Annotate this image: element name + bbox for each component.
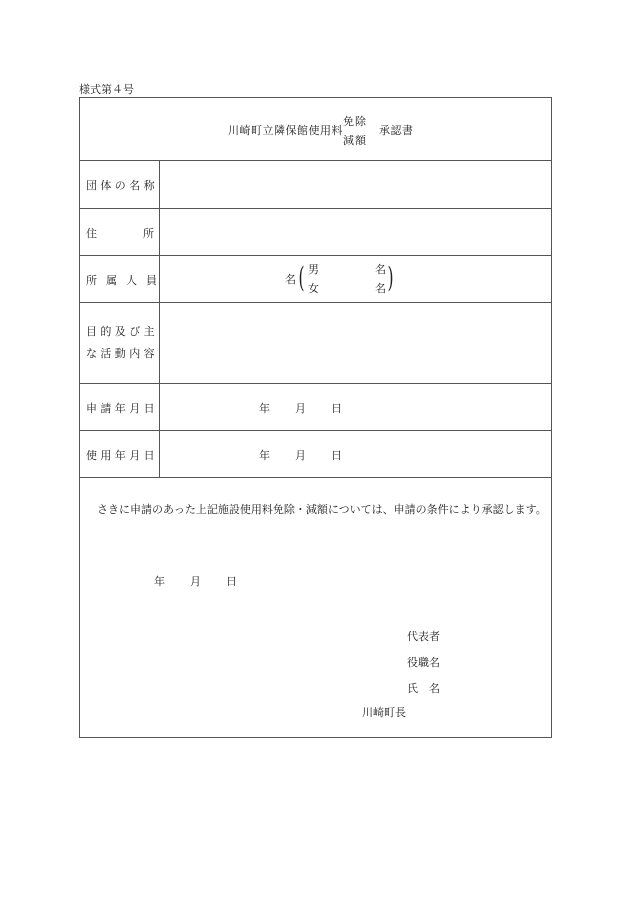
members-field [285,260,405,300]
approval-month-label: 月 [190,575,201,588]
row-divider [80,383,551,384]
male-unit: 名 [375,263,386,276]
left-paren: ( [298,261,305,294]
label-column-divider [159,160,160,477]
apply-day-label: 日 [331,402,342,415]
use-month-label: 月 [295,449,306,462]
apply-year-label: 年 [259,402,270,415]
row-divider [80,255,551,256]
male-label: 男 [308,263,319,276]
female-label: 女 [308,282,319,295]
approval-day-label: 日 [226,575,237,588]
form-number: 様式第４号 [79,83,134,96]
mayor-label: 川崎町長 [362,706,406,719]
title-prefix: 川崎町立隣保館使用料 [228,124,343,137]
label-address-right: 所 [143,227,154,240]
use-year-label: 年 [259,449,270,462]
row-divider [80,302,551,303]
approval-notice: さきに申請のあった上記施設使用料免除・減額については、申請の条件により承認します。 [97,503,547,516]
title-option-reduction: 減額 [343,134,367,147]
label-address [86,225,154,241]
right-paren: ) [387,261,394,294]
female-unit: 名 [375,282,386,295]
form-title [80,98,551,160]
approval-year-label: 年 [154,575,165,588]
use-day-label: 日 [331,449,342,462]
position-label: 役職名 [407,656,440,669]
title-suffix: 承認書 [379,124,414,137]
row-divider [80,430,551,431]
representative-label: 代表者 [407,630,440,643]
name-label: 氏 名 [407,682,440,695]
row-divider [80,160,551,161]
label-purpose-line2: な活動内容 [86,347,158,360]
label-members: 所属人員 [86,274,166,287]
label-use-date: 使用年月日 [86,449,158,462]
title-option-exemption: 免除 [343,115,367,128]
approval-form-table [79,97,552,738]
row-divider [80,477,551,478]
label-apply-date: 申請年月日 [86,402,158,415]
label-address-left: 住 [86,227,97,240]
label-purpose-line1: 目的及び主 [86,325,158,338]
apply-month-label: 月 [295,402,306,415]
label-org-name: 団体の名称 [86,179,158,192]
row-divider [80,208,551,209]
members-unit: 名 [285,273,296,286]
